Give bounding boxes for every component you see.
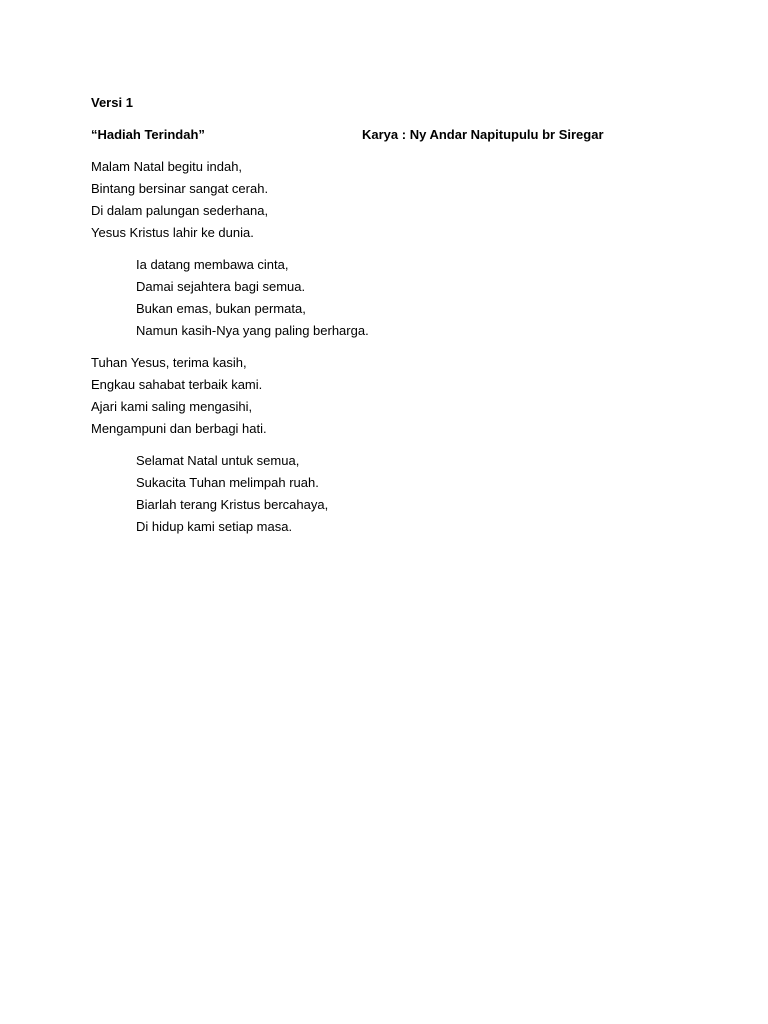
poem-line: Bukan emas, bukan permata, [136,301,306,316]
poem-line: Tuhan Yesus, terima kasih, [91,355,247,370]
poem-line: Di hidup kami setiap masa. [136,519,293,534]
stanza-1 [91,156,268,244]
poem-line: Selamat Natal untuk semua, [136,453,300,468]
poem-line: Biarlah terang Kristus bercahaya, [136,497,329,512]
version-label: Versi 1 [91,95,133,110]
poem-author: Karya : Ny Andar Napitupulu br Siregar [362,127,604,142]
poem-line: Damai sejahtera bagi semua. [136,279,306,294]
poem-line: Di dalam palungan sederhana, [91,203,269,218]
poem-title: “Hadiah Terindah” [91,127,205,142]
poem-line: Mengampuni dan berbagi hati. [91,421,267,436]
poem-line: Ajari kami saling mengasihi, [91,399,253,414]
stanza-4 [136,450,328,538]
poem-line: Sukacita Tuhan melimpah ruah. [136,475,319,490]
stanza-3 [91,352,267,440]
poem-line: Bintang bersinar sangat cerah. [91,181,269,196]
poem-line: Yesus Kristus lahir ke dunia. [91,225,254,240]
poem-line: Engkau sahabat terbaik kami. [91,377,263,392]
stanza-2 [136,254,369,342]
poem-line: Ia datang membawa cinta, [136,257,289,272]
poem-line: Malam Natal begitu indah, [91,159,243,174]
poem-line: Namun kasih-Nya yang paling berharga. [136,323,369,338]
